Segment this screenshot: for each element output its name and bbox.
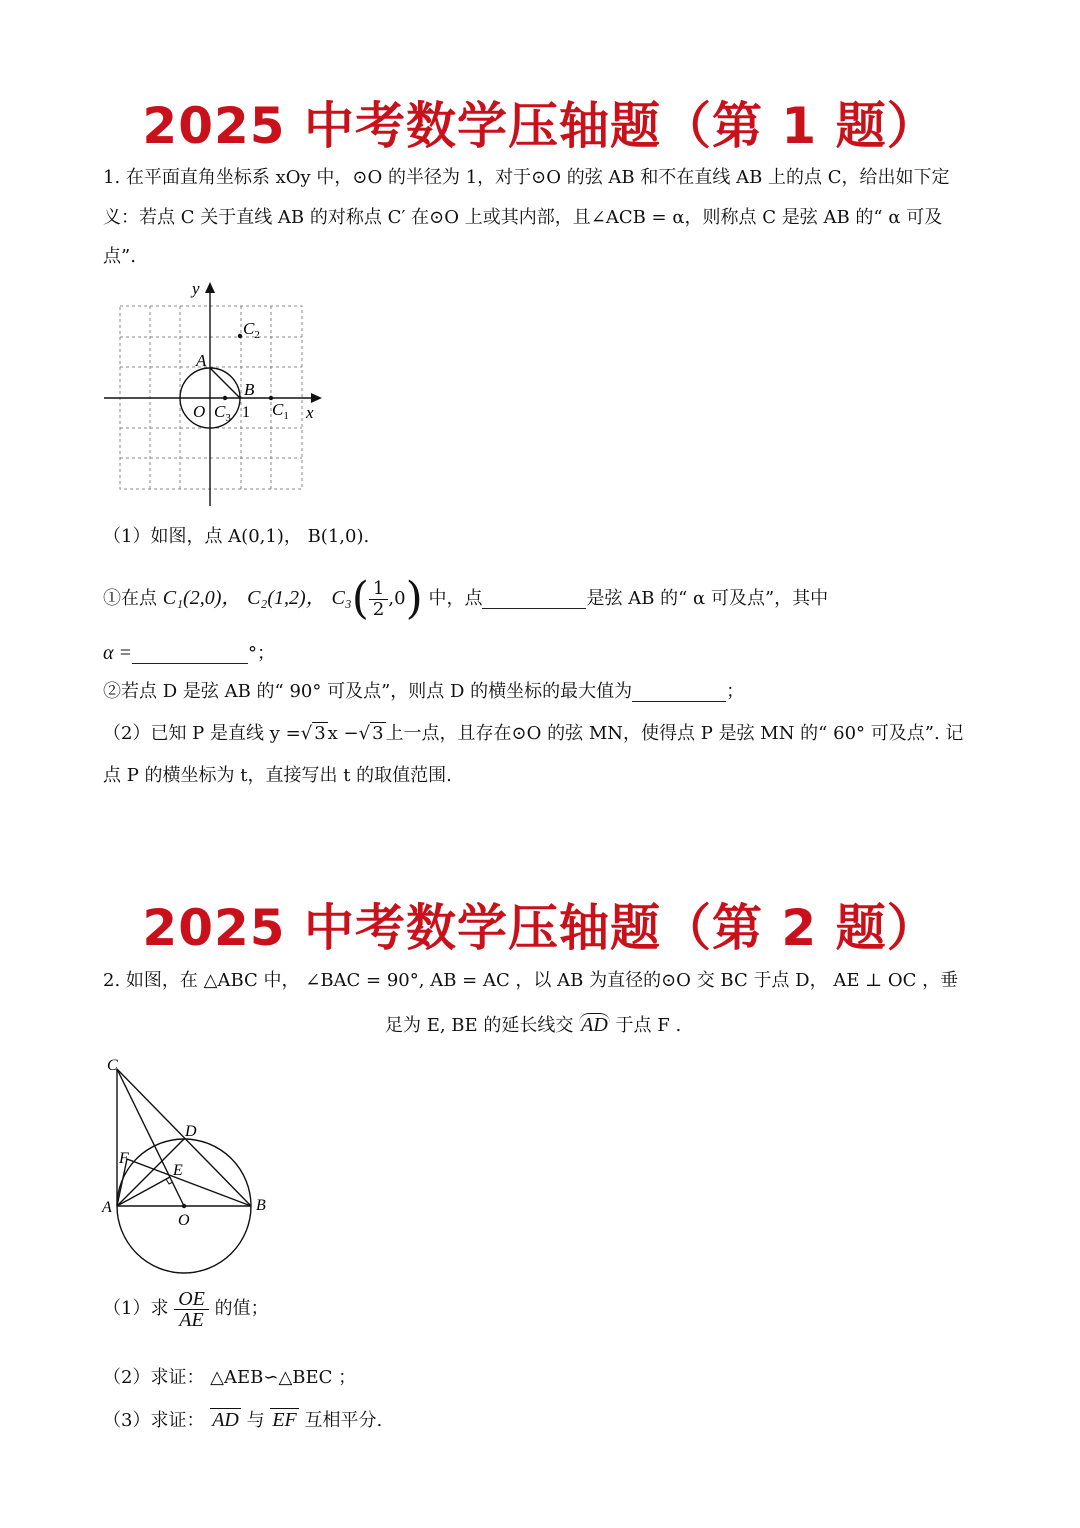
arc-ad: AD: [581, 1014, 608, 1036]
o-label: O: [178, 1212, 190, 1229]
segment-ae: [117, 1177, 170, 1206]
q1-stem-line1: 1. 在平面直角坐标系 xOy 中，⊙O 的半径为 1，对于⊙O 的弦 AB 和不在直线 AB 上的点 C，给出如下定: [103, 167, 950, 188]
c3-suffix: ,0: [388, 588, 406, 609]
c2-coord: C₂(1,2)，: [247, 587, 326, 609]
x-label: x: [306, 403, 314, 422]
segment-co: [117, 1069, 184, 1206]
q1-figure: [100, 278, 330, 510]
blank-3[interactable]: [632, 683, 726, 702]
alpha-eq: α =: [103, 642, 132, 664]
a-label-2: A: [102, 1199, 112, 1216]
q1-part1-head: （1）如图，点 A(0,1)， B(1,0).: [103, 526, 370, 547]
point-o2: [182, 1204, 186, 1208]
q2-part1: （1）求 $\frac{OE}{AE}$ 的值；: [103, 1287, 269, 1331]
q1-part1-b: ②若点 D 是弦 AB 的“ 90° 可及点”，则点 D 的横坐标的最大值为 ；: [103, 681, 745, 702]
point-c3: [223, 396, 227, 400]
part1-a-tail: 是弦 AB 的“ α 可及点”，其中: [586, 588, 829, 609]
e-label: E: [173, 1162, 183, 1179]
y-label: y: [192, 279, 200, 298]
a-label: A: [196, 351, 207, 370]
c3-fraction: $\frac{1}{2}$: [369, 579, 388, 620]
b-label-2: B: [256, 1197, 266, 1214]
alpha-tail: °；: [248, 643, 275, 664]
b-label: B: [244, 380, 255, 399]
q2-stem-line1: 2. 如图，在 △ABC 中， ∠BAC = 90°, AB = AC ，以 AB 为直径的⊙O 交 BC 于点 D， AE ⊥ OC ，垂: [103, 970, 959, 991]
q1-part2-line2: 点 P 的横坐标为 t，直接写出 t 的取值范围.: [103, 765, 452, 786]
q2-part3: （3）求证： AD 与 EF 互相平分.: [103, 1409, 383, 1431]
q2-figure: [100, 1050, 280, 1280]
q2-part2: （2）求证： △AEB∽△BEC ；: [103, 1367, 357, 1388]
blank-1[interactable]: [482, 590, 586, 609]
fraction-oe-ae: $\frac{OE}{AE}$: [174, 1289, 209, 1330]
q1-stem-line3: 点”.: [103, 246, 136, 267]
c2-label: $C_2$: [243, 319, 260, 341]
sqrt-3-b: 3: [372, 723, 384, 744]
part1-a-prefix: ①在点: [103, 588, 157, 609]
q1-alpha-line: [103, 643, 275, 664]
segment-ef-text: EF: [272, 1409, 297, 1431]
c3-label: $C_3$: [214, 402, 231, 424]
q1-part1-a: ①在点 C₁(2,0)， C₂(1,2)， C₃( $\frac{1}{2}$ ,0) 中，点 是弦 AB 的“ α 可及点”，其中: [103, 573, 829, 624]
q1-title: 2025 中考数学压轴题（第 1 题）: [142, 97, 938, 155]
one-label: 1: [242, 404, 250, 421]
y-axis-arrow-icon: [205, 282, 215, 293]
f-label: F: [119, 1150, 129, 1167]
c1-label: $C_1$: [272, 400, 289, 422]
c-label: C: [107, 1057, 118, 1074]
q2-title: 2025 中考数学压轴题（第 2 题）: [142, 899, 938, 957]
point-c2: [238, 334, 242, 338]
c3-name: C₃: [331, 587, 352, 609]
q1-stem-line2: 义：若点 C 关于直线 AB 的对称点 C′ 在⊙O 上或其内部，且∠ACB = α，则称点 C 是弦 AB 的“ α 可及: [103, 207, 943, 228]
sqrt-3-a: 3: [314, 723, 326, 744]
x-axis-arrow-icon: [311, 393, 322, 403]
origin-label: O: [193, 402, 206, 421]
part1-a-mid: 中，点: [428, 588, 483, 609]
segment-bf: [127, 1159, 251, 1206]
c1-coord: C₁(2,0)，: [162, 587, 242, 609]
q1-part2-line1: （2）已知 P 是直线 y =√ 3 x −√ 3 上一点，且存在⊙O 的弦 MN，使得点 P 是弦 MN 的“ 60° 可及点”. 记: [103, 723, 964, 744]
blank-2[interactable]: [132, 645, 248, 664]
d-label: D: [185, 1123, 197, 1140]
segment-ad-text: AD: [212, 1409, 239, 1431]
q2-stem-line2: 足为 E, BE 的延长线交 AD 于点 F .: [385, 1014, 682, 1036]
